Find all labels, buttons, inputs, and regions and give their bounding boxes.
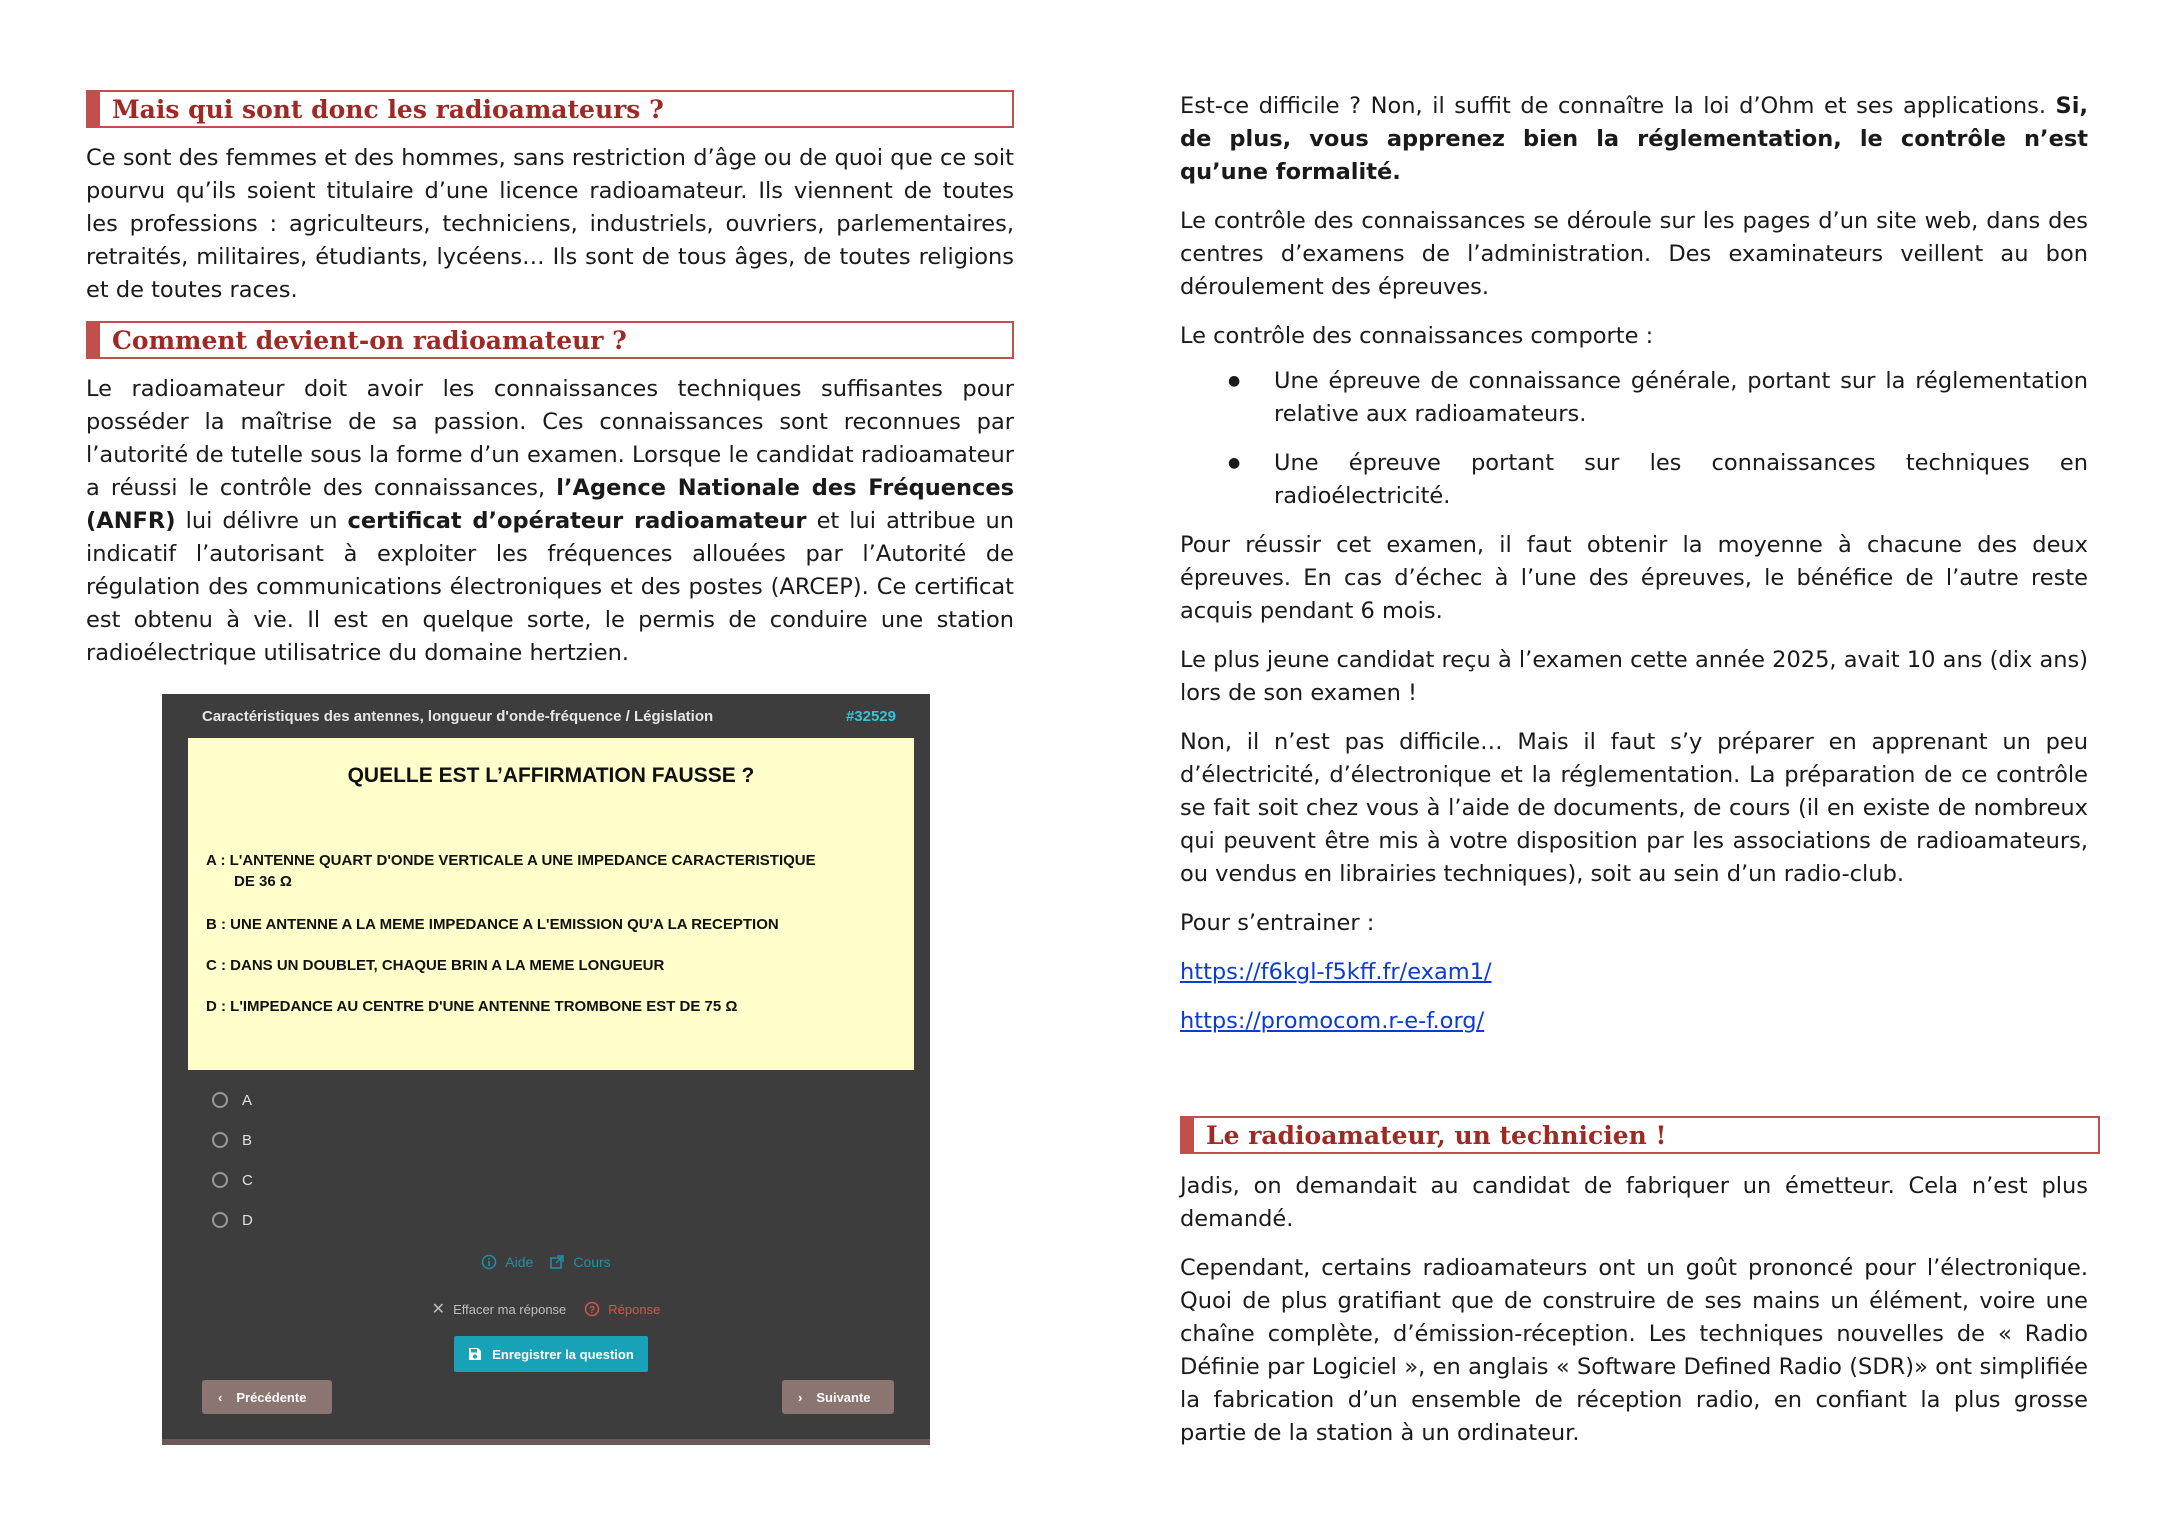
paragraph-who: Ce sont des femmes et des hommes, sans restriction d’âge ou de quoi que ce soit pourvu qu’ils soient titulaire d’une licence radioamateur. Ils viennent de toutes les professions : agriculteurs, techniciens, industriels, ouvriers, parlementaires, retraités, militaires, étudiants, lycéens… Ils sont de tous âges, de toutes religions et de toutes races. xyxy=(86,145,1014,303)
show-answer-link[interactable] xyxy=(584,1299,660,1319)
exam-list-item-technical: ● Une épreuve portant sur les connaissances techniques en radioélectricité. xyxy=(1180,447,2088,513)
section-heading-who: Mais qui sont donc les radioamateurs ? xyxy=(86,90,1014,128)
choice-d[interactable] xyxy=(212,1200,253,1240)
paragraph-become-part-3: et lui attribue un indicatif l’autorisant à exploiter les fréquences allouées par l’Autorité de régulation des communications électroniques et des postes (ARCEP). Ce certificat est obtenu à vie. Il est en quelque sorte, le permis de conduire une station radioélectrique utilisatrice du domaine hertzien. xyxy=(86,508,1014,666)
answer-actions xyxy=(162,1299,930,1319)
radio-icon[interactable] xyxy=(212,1092,228,1108)
answer-choices xyxy=(212,1080,253,1240)
paragraph-preparation: Non, il n’est pas difficile… Mais il faut s’y préparer en apprenant un peu d’électricité, d’électronique et la réglementation. La préparation de ce contrôle se fait soit chez vous à l’aide de documents, de cours (il en existe de nombreux qui peuvent être mis à votre disposition par les associations de radioamateurs, ou vendus en librairies techniques), soit au sein d’un radio-club. xyxy=(1180,729,2088,887)
option-a-line-1: A : L'ANTENNE QUART D'ONDE VERTICALE A UNE IMPEDANCE CARACTERISTIQUE xyxy=(206,852,816,869)
question-title: QUELLE EST L’AFFIRMATION FAUSSE ? xyxy=(347,764,755,787)
svg-text:?: ? xyxy=(589,1305,596,1316)
paragraph-difficulty-part-1: Est-ce difficile ? Non, il suffit de connaître la loi d’Ohm et ses applications. xyxy=(1180,93,2056,119)
previous-label: Précédente xyxy=(236,1389,307,1405)
paragraph-practice: Pour s’entrainer : xyxy=(1180,910,1375,936)
radio-icon[interactable] xyxy=(212,1212,228,1228)
paragraph-become xyxy=(86,373,1014,670)
next-button[interactable] xyxy=(782,1380,894,1414)
clear-answer-label: Effacer ma réponse xyxy=(453,1301,567,1317)
aide-link[interactable] xyxy=(481,1254,533,1270)
link-line-2 xyxy=(1180,1005,2088,1038)
paragraph-exam-location: Le contrôle des connaissances se déroule sur les pages d’un site web, dans des centres d’examens de l’administration. Des examinateurs veillent au bon déroulement des épreuves. xyxy=(1180,208,2088,300)
choice-a-label: A xyxy=(242,1091,253,1109)
left-column xyxy=(86,90,1014,670)
choice-a[interactable] xyxy=(212,1080,253,1120)
choice-c[interactable] xyxy=(212,1160,253,1200)
close-icon: ✕ xyxy=(431,1301,446,1318)
next-label: Suivante xyxy=(816,1389,871,1405)
option-b: B : UNE ANTENNE A LA MEME IMPEDANCE A L'EMISSION QU'A LA RECEPTION xyxy=(206,916,779,933)
show-answer-label: Réponse xyxy=(608,1301,661,1317)
section-heading-become xyxy=(86,321,1014,359)
anfr-bold: l’Agence Nationale des Fréquences (ANFR) xyxy=(86,475,1014,534)
choice-c-label: C xyxy=(242,1171,253,1189)
option-c: C : DANS UN DOUBLET, CHAQUE BRIN A LA MEME LONGUEUR xyxy=(206,957,665,974)
right-column xyxy=(1180,90,2088,1450)
section-heading-become-text: Comment devient-on radioamateur ? xyxy=(112,326,627,355)
paragraph-pass: Pour réussir cet examen, il faut obtenir la moyenne à chacune des deux épreuves. En cas d’échec à l’une des épreuves, le bénéfice de l’autre reste acquis pendant 6 mois. xyxy=(1180,532,2088,624)
paragraph-become-part-2: lui délivre un xyxy=(175,508,348,534)
choice-b[interactable] xyxy=(212,1120,253,1160)
external-link-icon xyxy=(549,1254,565,1270)
choice-b-label: B xyxy=(242,1131,253,1149)
paragraph-become-part-1: Le radioamateur doit avoir les connaissances techniques suffisantes pour posséder la maîtrise de sa passion. Ces connaissances sont reconnues par l’autorité de tutelle sous la forme d’un examen. Lorsque le candidat radioamateur a réussi le contrôle des connaissances, xyxy=(86,376,1014,501)
question-box xyxy=(188,738,914,1070)
paragraph-difficulty xyxy=(1180,90,2088,189)
paragraph-difficulty-bold: Si, de plus, vous apprenez bien la réglementation, le contrôle n’est qu’une formalité. xyxy=(1180,93,2088,185)
info-icon xyxy=(481,1254,497,1270)
save-question-button[interactable] xyxy=(454,1336,648,1372)
paragraph-sdr: Cependant, certains radioamateurs ont un goût prononcé pour l’électronique. Quoi de plus gratifiant que de construire de ses mains un élément, voire une chaîne complète, d’émission-réception. Les techniques nouvelles de « Radio Définie par Logiciel », en anglais « Software Defined Radio (SDR)» ont simplifiée la fabrication d’un ensemble de réception radio, en confiant la plus grosse partie de la station à un ordinateur. xyxy=(1180,1255,2088,1446)
radio-icon[interactable] xyxy=(212,1172,228,1188)
option-a xyxy=(206,850,816,892)
link-line-1 xyxy=(1180,956,2088,989)
certificate-bold: certificat d’opérateur radioamateur xyxy=(347,508,807,534)
cours-link[interactable] xyxy=(549,1254,610,1270)
link-promocom[interactable]: https://promocom.r-e-f.org/ xyxy=(1180,1008,1485,1034)
chevron-right-icon: › xyxy=(798,1389,803,1405)
quiz-id: #32529 xyxy=(845,707,896,725)
cours-label: Cours xyxy=(573,1254,611,1270)
exam-list xyxy=(1180,365,2088,513)
aide-label: Aide xyxy=(505,1254,534,1270)
exam-list-item-general: ● Une épreuve de connaissance générale, portant sur la réglementation relative aux radioamateurs. xyxy=(1180,365,2088,431)
radio-icon[interactable] xyxy=(212,1132,228,1148)
chevron-left-icon: ‹ xyxy=(218,1389,223,1405)
question-circle-icon xyxy=(584,1301,600,1317)
quiz-category: Caractéristiques des antennes, longueur d'onde-fréquence / Législation xyxy=(202,707,714,725)
save-question-label: Enregistrer la question xyxy=(492,1346,634,1362)
paragraph-past: Jadis, on demandait au candidat de fabriquer un émetteur. Cela n’est plus demandé. xyxy=(1180,1173,2088,1232)
choice-d-label: D xyxy=(242,1211,253,1229)
option-d: D : L'IMPEDANCE AU CENTRE D'UNE ANTENNE TROMBONE EST DE 75 Ω xyxy=(206,998,738,1015)
quiz-header xyxy=(162,694,930,738)
save-icon xyxy=(468,1347,482,1361)
paragraph-exam-contents: Le contrôle des connaissances comporte : xyxy=(1180,323,1654,349)
quiz-screenshot xyxy=(162,694,930,1445)
section-heading-technician: Le radioamateur, un technicien ! xyxy=(1180,1116,2100,1154)
link-exam1[interactable]: https://f6kgl-f5kff.fr/exam1/ xyxy=(1180,959,1492,985)
help-links xyxy=(162,1254,930,1270)
option-a-line-2: DE 36 Ω xyxy=(234,873,292,890)
paragraph-youngest: Le plus jeune candidat reçu à l’examen cette année 2025, avait 10 ans (dix ans) lors de son examen ! xyxy=(1180,647,2088,706)
previous-button[interactable] xyxy=(202,1380,332,1414)
clear-answer-link[interactable] xyxy=(432,1299,567,1319)
